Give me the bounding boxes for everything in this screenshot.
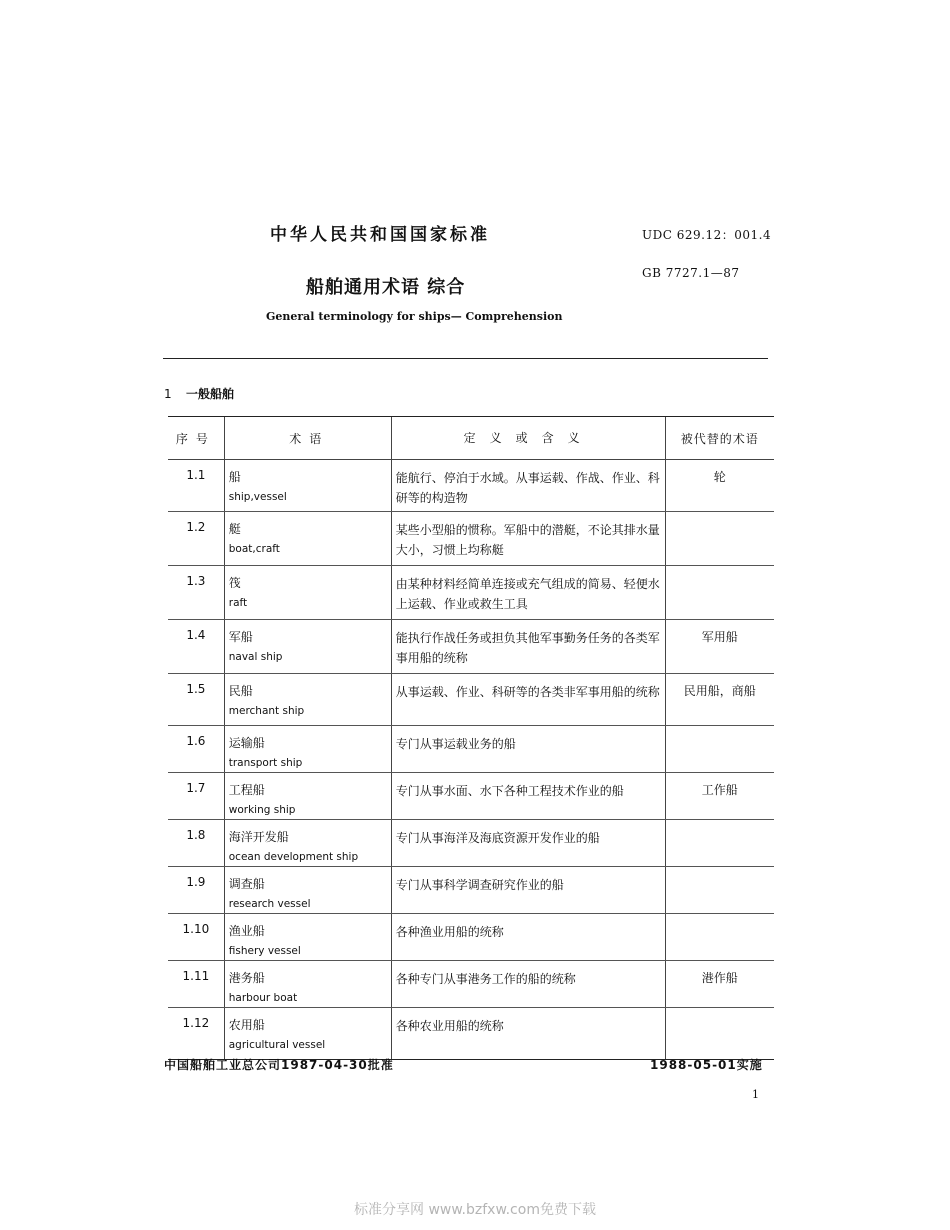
row-definition: 专门从事水面、水下各种工程技术作业的船 — [391, 773, 665, 820]
term-chinese: 调查船 — [228, 877, 265, 891]
row-definition: 各种农业用船的统称 — [391, 1008, 665, 1060]
row-definition: 专门从事科学调查研究作业的船 — [391, 867, 665, 914]
row-definition: 由某种材料经简单连接或充气组成的简易、轻便水上运载、作业或救生工具 — [391, 566, 665, 620]
term-chinese: 渔业船 — [228, 924, 265, 938]
row-replaced-term — [665, 566, 774, 620]
terms-table — [168, 416, 774, 1060]
table-row — [168, 961, 774, 1008]
term-chinese: 农用船 — [228, 1018, 265, 1032]
row-definition: 某些小型船的惯称。军船中的潜艇，不论其排水量大小，习惯上均称艇 — [391, 512, 665, 566]
term-chinese: 民船 — [228, 684, 253, 698]
approval-line: 中国船舶工业总公司1987-04-30批准 — [164, 1058, 394, 1072]
term-english: harbour boat — [228, 992, 298, 1004]
row-definition: 能执行作战任务或担负其他军事勤务任务的各类军事用船的统称 — [391, 620, 665, 674]
row-replaced-term: 港作船 — [665, 961, 774, 1008]
term-chinese: 军船 — [228, 630, 253, 644]
term-english: raft — [228, 597, 248, 609]
row-serial: 1.5 — [168, 674, 224, 726]
term-chinese: 工程船 — [228, 783, 265, 797]
standard-title: 中华人民共和国国家标准 — [270, 225, 490, 245]
row-definition: 专门从事运载业务的船 — [391, 726, 665, 773]
header-serial: 序号 — [168, 417, 224, 460]
row-term — [224, 674, 391, 726]
gb-number: GB 7727.1—87 — [642, 266, 740, 280]
term-english: boat,craft — [228, 543, 280, 555]
row-serial: 1.7 — [168, 773, 224, 820]
header-definition: 定义或含义 — [391, 417, 665, 460]
table-row — [168, 512, 774, 566]
section-title: 一般船舶 — [186, 387, 235, 401]
row-replaced-term — [665, 914, 774, 961]
row-replaced-term — [665, 820, 774, 867]
row-replaced-term — [665, 1008, 774, 1060]
row-serial: 1.12 — [168, 1008, 224, 1060]
term-chinese: 筏 — [228, 576, 241, 590]
term-chinese: 港务船 — [228, 971, 265, 985]
row-term — [224, 867, 391, 914]
row-replaced-term: 军用船 — [665, 620, 774, 674]
table-row — [168, 773, 774, 820]
term-english: working ship — [228, 804, 296, 816]
row-serial: 1.11 — [168, 961, 224, 1008]
row-term — [224, 726, 391, 773]
term-english: ocean development ship — [228, 851, 359, 863]
watermark: 标准分享网 www.bzfxw.com免费下载 — [354, 1202, 596, 1218]
row-definition: 各种渔业用船的统称 — [391, 914, 665, 961]
row-definition: 专门从事海洋及海底资源开发作业的船 — [391, 820, 665, 867]
table-row — [168, 1008, 774, 1060]
row-replaced-term: 轮 — [665, 460, 774, 512]
row-serial: 1.10 — [168, 914, 224, 961]
row-term — [224, 773, 391, 820]
row-term — [224, 460, 391, 512]
table-row — [168, 566, 774, 620]
row-serial: 1.8 — [168, 820, 224, 867]
term-english: transport ship — [228, 757, 303, 769]
row-serial: 1.2 — [168, 512, 224, 566]
table-row — [168, 914, 774, 961]
table-row — [168, 620, 774, 674]
term-english: ship,vessel — [228, 491, 287, 503]
row-serial: 1.3 — [168, 566, 224, 620]
implementation-date: 1988-05-01实施 — [650, 1058, 763, 1072]
table-header-row — [168, 417, 774, 460]
term-chinese: 艇 — [228, 522, 241, 536]
row-serial: 1.4 — [168, 620, 224, 674]
page-number: 1 — [752, 1088, 759, 1101]
table-row — [168, 674, 774, 726]
row-serial: 1.1 — [168, 460, 224, 512]
document-title-english: General terminology for ships— Comprehension — [266, 310, 563, 323]
header-replaced-term: 被代替的术语 — [665, 417, 774, 460]
section-heading — [164, 385, 234, 402]
row-definition: 从事运载、作业、科研等的各类非军事用船的统称 — [391, 674, 665, 726]
row-replaced-term: 民用船，商船 — [665, 674, 774, 726]
row-term — [224, 1008, 391, 1060]
table-row — [168, 726, 774, 773]
row-definition: 能航行、停泊于水域。从事运载、作战、作业、科研等的构造物 — [391, 460, 665, 512]
term-english: agricultural vessel — [228, 1039, 326, 1051]
table-row — [168, 460, 774, 512]
row-replaced-term — [665, 512, 774, 566]
row-serial: 1.9 — [168, 867, 224, 914]
term-chinese: 运输船 — [228, 736, 265, 750]
term-english: merchant ship — [228, 705, 305, 717]
row-replaced-term — [665, 726, 774, 773]
row-term — [224, 961, 391, 1008]
document-title: 船舶通用术语 综合 — [306, 277, 466, 298]
row-term — [224, 914, 391, 961]
row-definition: 各种专门从事港务工作的船的统称 — [391, 961, 665, 1008]
row-term — [224, 820, 391, 867]
udc-code: UDC 629.12：001.4 — [642, 228, 772, 242]
row-term — [224, 620, 391, 674]
term-english: naval ship — [228, 651, 283, 663]
table-row — [168, 867, 774, 914]
term-chinese: 海洋开发船 — [228, 830, 289, 844]
row-replaced-term — [665, 867, 774, 914]
row-term — [224, 512, 391, 566]
header-divider — [163, 358, 768, 359]
header-term: 术语 — [224, 417, 391, 460]
term-english: fishery vessel — [228, 945, 301, 957]
row-serial: 1.6 — [168, 726, 224, 773]
term-chinese: 船 — [228, 470, 241, 484]
row-term — [224, 566, 391, 620]
table-row — [168, 820, 774, 867]
term-english: research vessel — [228, 898, 311, 910]
row-replaced-term: 工作船 — [665, 773, 774, 820]
section-number: 1 — [164, 387, 172, 401]
